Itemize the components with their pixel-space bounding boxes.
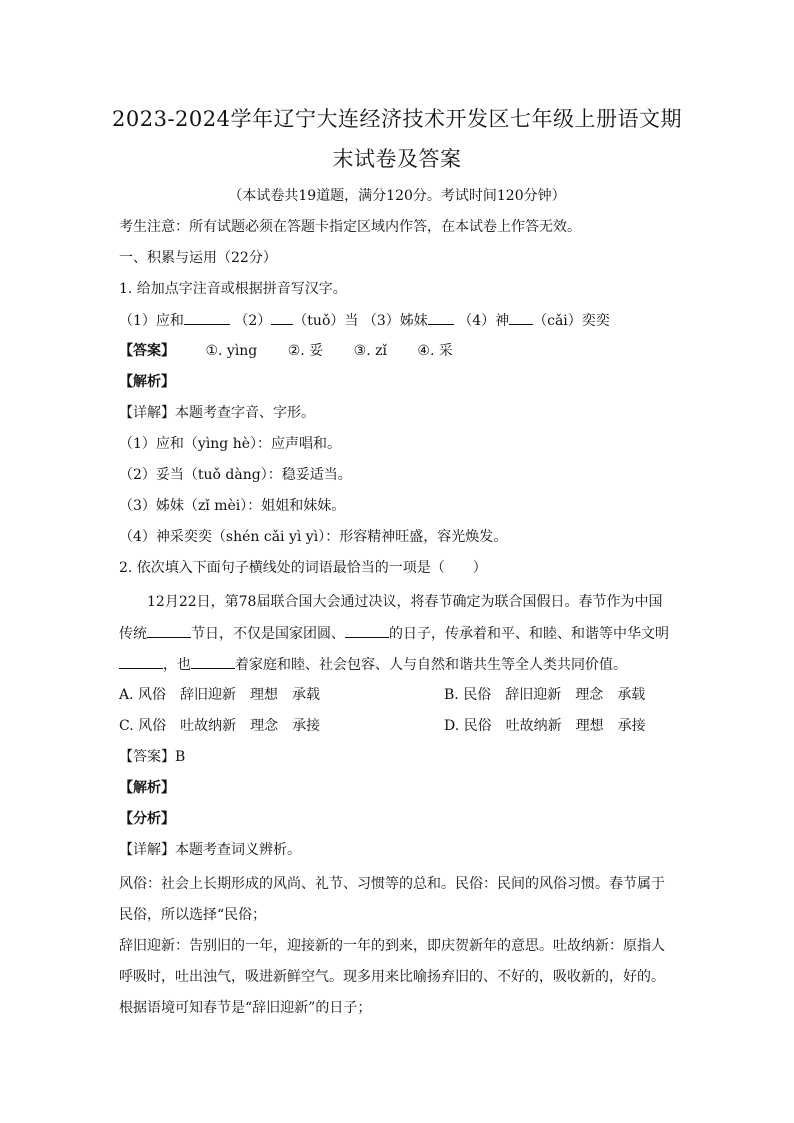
document-title-line1: 2023-2024学年辽宁大连经济技术开发区七年级上册语文期 [112,107,682,131]
para-text: 的日子，传承着和平、和睦、和谐等中华文明 [389,626,669,642]
exam-info: （本试卷共19道题，满分120分。考试时间120分钟） [228,188,566,204]
question-1-stem: 1. 给加点字注音或根据拼音写汉字。 [119,281,347,297]
answer-label: 【答案】 [119,343,175,359]
detail-item-3: （3）姊妹（zǐ mèi）：姐姐和妹妹。 [119,498,346,514]
q1-blank2 [271,310,293,325]
explanation-line-4: 呼吸时，吐出浊气，吸进新鲜空气。现多用来比喻扬弃旧的、不好的，吸收新的，好的。 [119,969,665,985]
analysis-label-2: 【解析】 [119,780,175,796]
q1-part2: （2） [234,313,272,329]
explanation-line-3: 辞旧迎新：告别旧的一年，迎接新的一年的到来，即庆贺新年的意思。吐故纳新：原指人 [119,938,665,954]
q1-part4b: （cǎi）奕奕 [533,313,610,329]
q2-blank3 [119,654,163,669]
answer-item-1: ①. yìng [205,343,258,359]
fenxi-label: 【分析】 [119,811,175,827]
q2-blank1 [147,623,191,638]
option-b: B. 民俗 辞旧迎新 理念 承载 [444,687,646,703]
question-2-para-line1: 12月22日，第78届联合国大会通过决议，将春节确定为联合国假日。春节作为中国 [147,594,663,610]
question-2-para-line3 [119,654,627,675]
section-heading: 一、积累与运用（22分） [119,250,277,266]
q1-part3: （3）姊妹 [362,313,428,329]
option-c: C. 风俗 吐故纳新 理念 承接 [119,718,321,734]
para-text: 节日，不仅是国家团圆、 [191,626,345,642]
para-text: ，也 [163,657,191,673]
para-text: 传统 [119,626,147,642]
explanation-line-5: 根据语境可知春节是“辞旧迎新”的日子； [119,1000,372,1016]
question-1-parts [119,310,610,331]
explanation-line-1: 风俗：社会上长期形成的风尚、礼节、习惯等的总和。民俗：民间的风俗习惯。春节属于 [119,876,665,892]
detail-text: 【详解】本题考查字音、字形。 [119,405,315,421]
q2-blank4 [191,654,235,669]
q1-part4: （4）神 [458,313,510,329]
detail-item-1: （1）应和（yìng hè）：应声唱和。 [119,436,342,452]
answer-item-2: ②. 妥 [287,343,324,359]
question-2-stem: 2. 依次填入下面句子横线处的词语最恰当的一项是（ ） [119,560,487,576]
analysis-label: 【解析】 [119,374,175,390]
answer-item-3: ③. zǐ [353,343,387,359]
option-a: A. 风俗 辞旧迎新 理想 承载 [119,687,321,703]
document-title-line2: 末试卷及答案 [332,147,462,171]
para-text: 着家庭和睦、社会包容、人与自然和谐共生等全人类共同价值。 [235,657,627,673]
explanation-line-2: 民俗，所以选择“民俗； [119,907,267,923]
q1-blank3 [428,310,454,325]
notice-text: 考生注意：所有试题必须在答题卡指定区域内作答，在本试卷上作答无效。 [119,219,581,235]
detail-item-4: （4）神采奕奕（shén cǎi yì yì）：形容精神旺盛，容光焕发。 [119,529,508,545]
detail-item-2: （2）妥当（tuǒ dàng）：稳妥适当。 [119,467,352,483]
answer-item-4: ④. 采 [417,343,453,359]
question-2-answer: 【答案】B [119,749,186,765]
q1-part1: （1）应和 [119,313,184,329]
question-1-answer [119,341,453,361]
option-d: D. 民俗 吐故纳新 理想 承接 [444,718,646,734]
q1-blank4 [509,310,533,325]
detail-text-2: 【详解】本题考查词义辨析。 [119,842,301,858]
q1-blank1 [184,310,230,325]
question-2-para-line2 [119,623,669,644]
q1-part2b: （tuǒ）当 [293,313,359,329]
q2-blank2 [345,623,389,638]
